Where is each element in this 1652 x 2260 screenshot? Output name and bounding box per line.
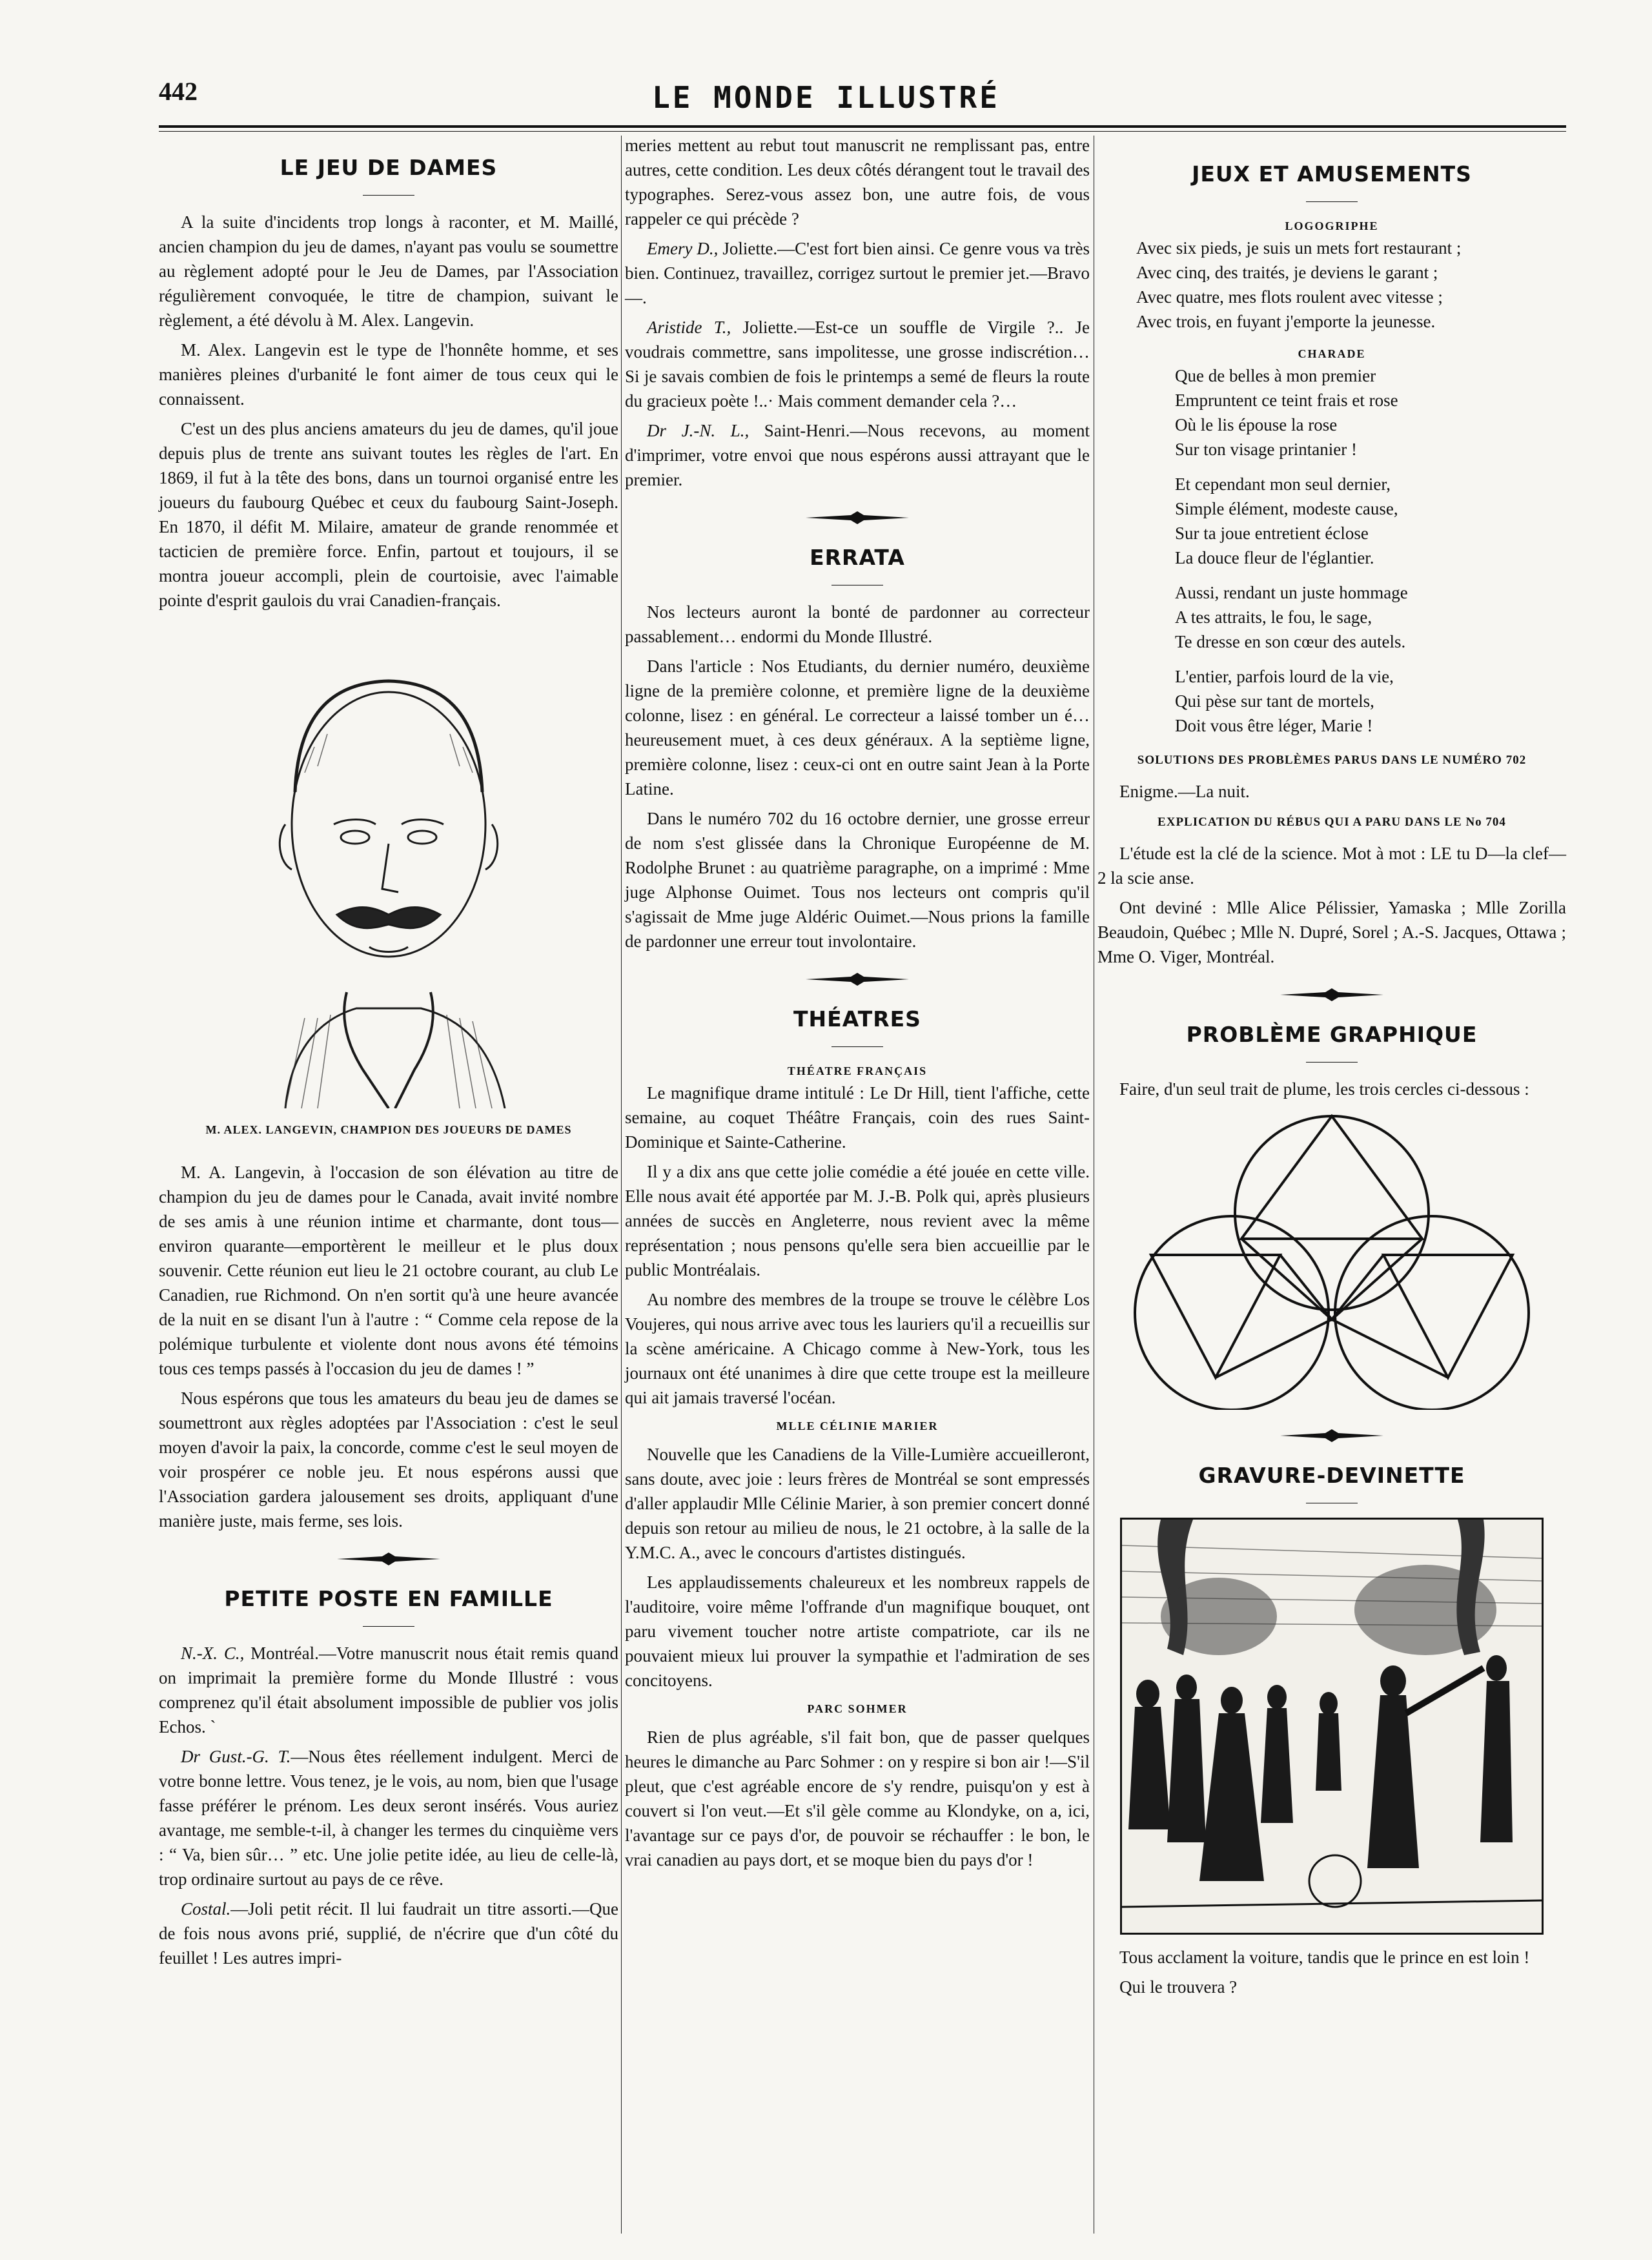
paragraph: Il y a dix ans que cette jolie comédie a été jouée en cette ville. Elle nous avait été apportée par M. J.-B. Polk qui, après plusieurs années de succès en Angleterre, nous revient avec la même représentation ; nous pensons qu'elle sera bien accueillie par le public Montréalais. [625, 1162, 1090, 1279]
letter-recipient: Costal. [181, 1899, 231, 1919]
charade-stanza: Et cependant mon seul dernier, Simple élément, modeste cause, Sur ta joue entretient éclose La douce fleur de l'églantier. [1175, 474, 1398, 567]
puzzle-engraving [1120, 1518, 1544, 1935]
solutions-heading: SOLUTIONS DES PROBLÈMES PARUS DANS LE NUMÉRO 702 [1137, 753, 1527, 767]
paragraph: Dans le numéro 702 du 16 octobre dernier, une grosse erreur de nom s'est glissée dans la Chronique Européenne de M. Rodolphe Brunet : au quatrième paragraphe, on a imprimé : Mme juge Alphonse Ouimet. Tous nos lecteurs ont compris qu'il s'agissait de Mme juge Aldéric Ouimet.—Nous prions la famille de pardonner une erreur tout involontaire. [625, 809, 1090, 951]
winners-list: Ont deviné : Mlle Alice Pélissier, Yamaska ; Mlle Zorilla Beaudoin, Québec ; Mlle N. Dupré, Sorel ; A.-S. Jacques, Ottawa ; Mme O. Viger, Montréal. [1097, 898, 1566, 966]
title-rule [831, 1046, 883, 1047]
letter-recipient: Emery D., [647, 239, 719, 258]
paragraph: Nous espérons que tous les amateurs du beau jeu de dames se soumettront aux règles adoptées par l'Association : c'est le seul moyen d'avoir la paix, la concorde, comme c'est le seul moyen de voir prospérer ce noble jeu. Et nous espérons aussi que l'Association gardera jalousement ses droits, appliquant d'une manière juste, mais ferme, ses lois. [159, 1389, 618, 1531]
section-title: GRAVURE-DEVINETTE [1198, 1463, 1465, 1488]
section-title: LE JEU DE DAMES [280, 155, 498, 180]
letter-item: Aristide T., Joliette.—Est-ce un souffle de Virgile ?.. Je voudrais commettre, sans impolitesse, une grosse indiscrétion… Si je savais combien de fois le printemps a semé de fleurs la route du gracieux poète !..· Mais comment demander cela ?… [625, 318, 1090, 411]
letter-item: N.-X. C., Montréal.—Votre manuscrit nous était remis quand on imprimait la première forme du Monde Illustré : vous comprenez qu'il était absolument impossible de publier vos jolis Echos. ` [159, 1644, 618, 1736]
paragraph: Nos lecteurs auront la bonté de pardonner au correcteur passablement… endormi du Monde Illustré. [625, 602, 1090, 646]
ornament-divider [337, 1552, 440, 1565]
paragraph: Dans l'article : Nos Etudiants, du dernier numéro, deuxième ligne de la première colonne, et première ligne de la deuxième colonne, lisez : en général. Le correcteur a laissé tomber un é… heureusement muet, à ces deux généraux. A la septième ligne, première colonne, lisez : ceux-ci ont en outre saint Jean à la Porte Latine. [625, 657, 1090, 799]
column-divider [621, 136, 622, 2234]
title-rule [363, 1626, 414, 1627]
portrait-engraving [208, 631, 569, 1108]
letter-item: Costal.—Joli petit récit. Il lui faudrait un titre assorti.—Que de fois nous avons prié, supplié, de n'écrire que d'un côté du feuillet ! Les autres impri- [159, 1899, 618, 1968]
charade-stanza: Que de belles à mon premier Empruntent ce teint frais et rose Où le lis épouse la rose Sur ton visage printanier ! [1175, 366, 1398, 459]
column-3 [1097, 142, 1566, 2004]
engraving-caption: Tous acclament la voiture, tandis que le prince en est loin ! [1119, 1948, 1530, 1967]
charade-stanza: Aussi, rendant un juste hommage A tes attraits, le fou, le sage, Te dresse en son cœur des autels. [1175, 583, 1408, 651]
letter-item: Dr Gust.-G. T.—Nous êtes réellement indulgent. Merci de votre bonne lettre. Vous tenez, je le vois, au nom, bien que l'usage fasse préférer le prénom. Les deux seront insérés. Vous auriez avantage, me semble-t-il, à changer les termes du cinquième vers : “ Va, bien sûr… ” etc. Une jolie petite idée, au lieu de celle-là, trop ordinaire surtout au pays de ce rêve. [159, 1747, 618, 1889]
ornament-divider [1280, 988, 1383, 1001]
paragraph: M. A. Langevin, à l'occasion de son élévation au titre de champion du jeu de dames pour le Canada, avait invité nombre de ses amis à une réunion intime et charmante, dont tous—environ quarante—emportèrent le meilleur et le plus doux souvenir. Cette réunion eut lieu le 21 octobre courant, au club Le Canadien, rue Richmond. On n'en sortit qu'à une heure avancée de la nuit en se disant l'un à l'autre : “ Comme cela repose de la polémique turbulente et violente dont nous avons été témoins tous ces temps passés à l'occasion du jeu de dames ! ” [159, 1163, 618, 1378]
engraving-question: Qui le trouvera ? [1119, 1977, 1238, 1997]
paragraph: Les applaudissements chaleureux et les nombreux rappels de l'auditoire, voire même l'offrande d'un magnifique bouquet, ont paru vivement toucher notre artiste compatriote, car ils ne pouvaient mieux lui prouver la sympathie et l'admiration de ses concitoyens. [625, 1573, 1090, 1690]
title-rule [1306, 201, 1358, 202]
paragraph: Le magnifique drame intitulé : Le Dr Hill, tient l'affiche, cette semaine, au coquet Théâtre Français, coin des rues Saint-Dominique et Sainte-Catherine. [625, 1083, 1090, 1152]
header-rule-thin [159, 131, 1566, 132]
header-rule [159, 125, 1566, 128]
paragraph: Nouvelle que les Canadiens de la Ville-Lumière accueilleront, sans doute, avec joie : leurs frères de Montréal se sont empressés d'aller applaudir Mlle Célinie Marier, à son premier concert donné depuis son retour au milieu de nous, le 21 octobre, à la salle de la Y.M.C. A., avec le concours d'artistes distingués. [625, 1445, 1090, 1562]
section-title: JEUX ET AMUSEMENTS [1192, 161, 1472, 187]
letter-item: Dr J.-N. L., Saint-Henri.—Nous recevons, au moment d'imprimer, votre envoi que nous espérons aussi attrayant que le premier. [625, 421, 1090, 489]
subsection-title: THÉATRE FRANÇAIS [787, 1064, 928, 1077]
subsection-title: MLLE CÉLINIE MARIER [776, 1420, 939, 1432]
section-title: PROBLÈME GRAPHIQUE [1186, 1022, 1478, 1047]
letter-recipient: N.-X. C., [181, 1644, 245, 1663]
letter-item: Emery D., Joliette.—C'est fort bien ainsi. Ce genre vous va très bien. Continuez, travaillez, corrigez surtout le premier jet.—Bravo—. [625, 239, 1090, 307]
section-title: PETITE POSTE EN FAMILLE [224, 1586, 553, 1611]
portrait-caption: M. ALEX. LANGEVIN, CHAMPION DES JOUEURS DE DAMES [205, 1123, 572, 1136]
masthead: LE MONDE ILLUSTRÉ [652, 80, 1000, 115]
paragraph: C'est un des plus anciens amateurs du jeu de dames, qu'il joue depuis plus de trente ans suivant toutes les règles de l'art. En 1869, il fut à la tête des bons, dans un tournoi organisé entre les joueurs du faubourg Québec et ceux du faubourg Saint-Joseph. En 1870, il défit M. Milaire, amateur de grande renommée et tacticien de première force. Enfin, partout et toujours, il se montra joueur accompli, plein de courtoisie, avec l'aimable pointe d'esprit gaulois du vrai Canadien-français. [159, 419, 618, 610]
three-circles-puzzle [1112, 1106, 1551, 1410]
subsection-title: PARC SOHMER [807, 1702, 908, 1715]
subsection-title: CHARADE [1298, 347, 1366, 360]
rebus-answer: L'étude est la clé de la science. Mot à mot : LE tu D—la clef—2 la scie anse. [1097, 844, 1566, 888]
ornament-divider [806, 511, 909, 524]
letter-recipient: Dr J.-N. L., [647, 421, 750, 440]
paragraph: Faire, d'un seul trait de plume, les trois cercles ci-dessous : [1119, 1079, 1529, 1099]
section-title: THÉATRES [793, 1006, 921, 1032]
paragraph: Au nombre des membres de la troupe se trouve le célèbre Los Voujeres, qui nous arrive avec tous les lauriers qu'il a recueillis sur la scène américaine. A Chicago comme à New-York, tous les journaux ont été unanimes à dire que cette troupe est la meilleure qui ait jamais traversé l'océan. [625, 1290, 1090, 1407]
letter-recipient: Dr Gust.-G. T. [181, 1747, 291, 1766]
paragraph: Rien de plus agréable, s'il fait bon, que de passer quelques heures le dimanche au Parc Sohmer : on y respire si bon air !—S'il pleut, que c'est agréable encore de s'y rendre, puisqu'on y est à couvert si l'on veut.—Et s'il gèle comme au Klondyke, on a, ici, l'avantage sur ce pays d'or, de pouvoir se réchauffer : le bon, le vrai canadien au pays dort, et se moque bien du pays d'or ! [625, 1727, 1090, 1869]
paragraph: M. Alex. Langevin est le type de l'honnête homme, et ses manières pleines d'urbanité le font aimer de tous ceux qui le connaissent. [159, 340, 618, 409]
letter-recipient: Aristide T., [647, 318, 731, 337]
subsection-title: LOGOGRIPHE [1285, 219, 1379, 232]
page-number: 442 [159, 77, 198, 106]
title-rule [1306, 1062, 1358, 1063]
column-1 [159, 142, 618, 1975]
paragraph: A la suite d'incidents trop longs à raconter, et M. Maillé, ancien champion du jeu de dames, n'ayant pas voulu se soumettre au règlement adopté pour le Jeu de Dames, par l'Association régulièrement convoquée, le titre de champion, suivant le règlement, a été dévolu à M. Alex. Langevin. [159, 212, 618, 330]
ornament-divider [806, 973, 909, 986]
charade-stanza: L'entier, parfois lourd de la vie, Qui pèse sur tant de mortels, Doit vous être léger, Marie ! [1175, 667, 1394, 735]
section-title: ERRATA [810, 545, 905, 570]
rebus-heading: EXPLICATION DU RÉBUS QUI A PARU DANS LE No 704 [1157, 815, 1506, 829]
logogriphe-verse: Avec six pieds, je suis un mets fort restaurant ; Avec cinq, des traités, je deviens le garant ; Avec quatre, mes flots roulent avec vitesse ; Avec trois, en fuyant j'emporte la jeunesse. [1136, 238, 1462, 331]
enigme-answer: Enigme.—La nuit. [1119, 782, 1250, 801]
title-rule [363, 195, 414, 196]
ornament-divider [1280, 1429, 1383, 1442]
column-2 [625, 133, 1090, 1877]
letter-item: meries mettent au rebut tout manuscrit ne remplissant pas, entre autres, cette condition. Les deux côtés dérangent tout le travail des typographes. Serez-vous assez bon, une autre fois, de vous rappeler ce qui précède ? [625, 136, 1090, 229]
